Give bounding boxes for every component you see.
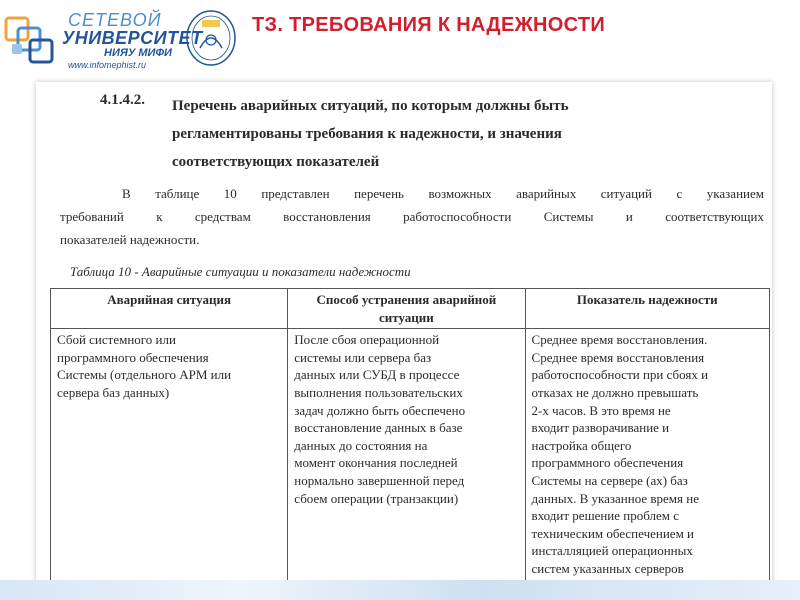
cell-line: настройка общего [531, 437, 632, 453]
paragraph-line: В таблице 10 представлен перечень возможных аварийных ситуаций с указанием [122, 186, 764, 201]
cell-line: техническим обеспечением и [531, 525, 695, 541]
section-title-line: регламентированы требования к надежности, и значения [172, 126, 562, 142]
cell-line: входит разворачивание и [531, 420, 670, 436]
section-title-line: соответствующих показателей [172, 154, 380, 170]
paragraph-line: требований к средствам восстановления работоспособности Системы и соответствующих [60, 209, 764, 224]
cell-method [288, 329, 525, 586]
cell-situation [51, 329, 288, 586]
cell-line: работоспособности при сбоях и [531, 367, 709, 383]
logo-line1: СЕТЕВОЙ [68, 10, 162, 30]
cell-line: выполнения пользовательских [294, 384, 463, 400]
cell-line: нормально завершенной перед [294, 472, 465, 488]
header-situation: Аварийная ситуация [51, 289, 288, 329]
network-university-logo [4, 6, 203, 72]
cell-line: программного обеспечения [531, 455, 684, 471]
slide-header [0, 0, 800, 78]
cell-line: инсталляцией операционных [531, 543, 693, 559]
cell-line: Среднее время восстановления [531, 349, 705, 365]
cell-line: задач должно быть обеспечено [294, 402, 466, 418]
cell-indicator [525, 329, 769, 586]
cell-line: систем указанных серверов [531, 560, 684, 576]
cell-line: данных до состояния на [294, 437, 428, 453]
section-number: 4.1.4.2. [100, 92, 145, 108]
cell-line: программного обеспечения [57, 349, 209, 365]
document-excerpt [36, 82, 772, 586]
cell-line: момент окончания последней [294, 455, 458, 471]
logo-cubes-icon [4, 14, 56, 66]
cell-line: восстановление данных в базе [294, 420, 463, 436]
cell-line: данных. В указанное время не [531, 490, 699, 506]
table-row [51, 329, 770, 586]
table-caption: Таблица 10 - Аварийные ситуации и показатели надежности [70, 264, 411, 279]
intro-paragraph [60, 182, 764, 251]
cell-line: Среднее время восстановления. [531, 332, 708, 348]
header-method-line: Способ устранения [316, 292, 430, 307]
header-method [288, 289, 525, 329]
paragraph-line: показателей надежности. [60, 232, 200, 247]
header-method-line: аварийной ситуации [379, 292, 497, 325]
header-indicator: Показатель надежности [525, 289, 769, 329]
cell-line: Системы на сервере (ах) баз [531, 472, 688, 488]
cell-line: Системы (отдельного АРМ или [57, 367, 232, 383]
cell-line: данных или СУБД в процессе [294, 367, 460, 383]
emergency-situations-table [50, 288, 770, 586]
cell-line: сбоем операции (транзакции) [294, 490, 459, 506]
logo-line2: УНИВЕРСИТЕТ [62, 28, 203, 48]
cell-line: После сбоя операционной [294, 332, 440, 348]
slide-title: ТЗ. ТРЕБОВАНИЯ К НАДЕЖНОСТИ [252, 14, 606, 36]
cell-line: отказах не должно превышать [531, 384, 699, 400]
logo-url: www.infomephist.ru [68, 60, 147, 70]
cell-line: системы или сервера баз [294, 349, 432, 365]
cell-line: сервера баз данных) [57, 384, 170, 400]
bottom-decoration [0, 580, 800, 600]
table-header-row [51, 289, 770, 329]
section-title [172, 92, 732, 176]
cell-line: входит решение проблем с [531, 508, 680, 524]
cell-line: Сбой системного или [57, 332, 176, 348]
logo-line3: НИЯУ МИФИ [104, 47, 172, 59]
mifi-seal-icon [184, 8, 238, 68]
section-title-line: Перечень аварийных ситуаций, по которым должны быть [172, 98, 569, 114]
cell-line: 2-х часов. В это время не [531, 402, 671, 418]
